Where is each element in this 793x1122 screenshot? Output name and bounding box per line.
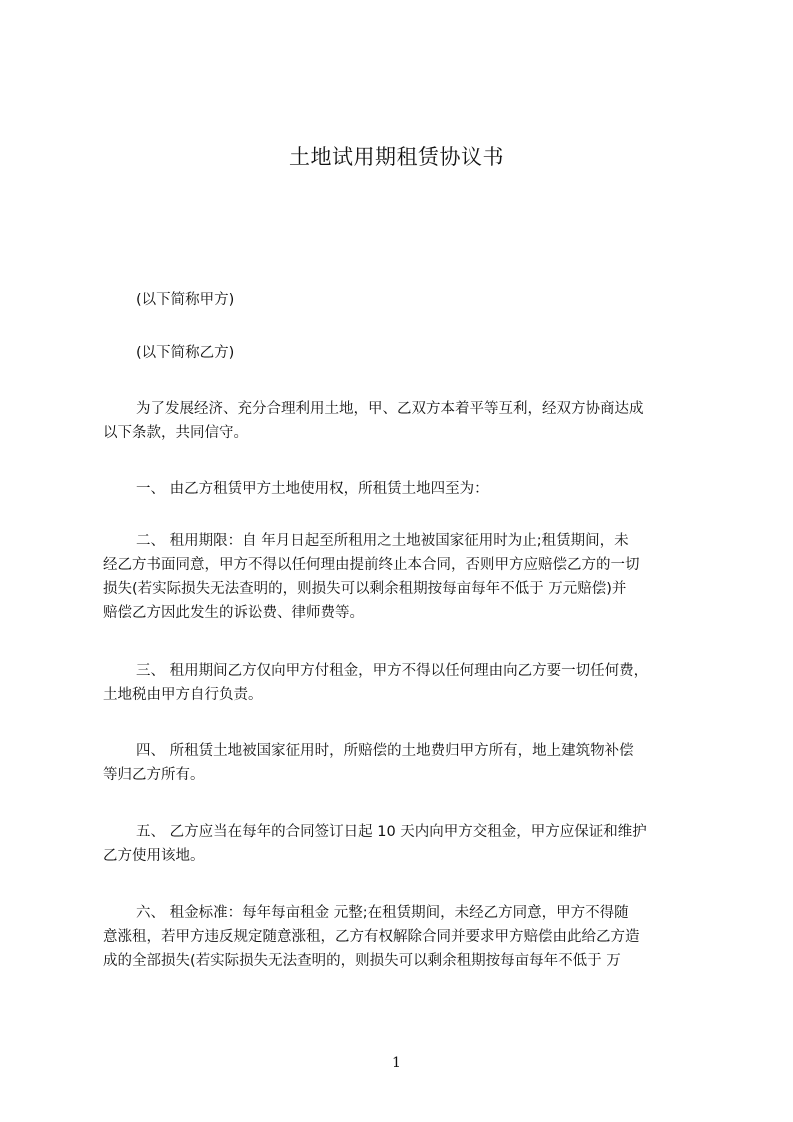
page-number: 1 [392, 1055, 401, 1071]
clause-line: 意涨租，若甲方违反规定随意涨租，乙方有权解除合同并要求甲方赔偿由此给乙方造 [103, 929, 640, 945]
clause-line: 六、 租金标准：每年每亩租金 元整;在租赁期间，未经乙方同意，甲方不得随 [136, 905, 629, 921]
clause-line: 四、 所租赁土地被国家征用时，所赔偿的土地费归甲方所有，地上建筑物补偿 [136, 743, 634, 759]
clause-6-paragraph [103, 901, 699, 973]
clause-line: 乙方使用该地。 [103, 848, 205, 864]
clause-line: 等归乙方所有。 [103, 767, 205, 783]
clause-line: 赔偿乙方因此发生的诉讼费、律师费等。 [103, 605, 364, 621]
clause-line: 成的全部损失(若实际损失无法查明的，则损失可以剩余租期按每亩每年不低于 万 [103, 953, 621, 969]
clause-5-paragraph [103, 820, 699, 868]
clause-line: 三、 租用期间乙方仅向甲方付租金，甲方不得以任何理由向乙方要一切任何费， [136, 663, 649, 679]
clause-line: 五、 乙方应当在每年的合同签订日起 10 天内向甲方交租金，甲方应保证和维护 [136, 824, 647, 840]
clause-1-paragraph [103, 477, 699, 501]
clause-3-paragraph [103, 659, 699, 707]
document-title: 土地试用期租赁协议书 [289, 145, 504, 169]
preamble-paragraph [103, 397, 699, 445]
clause-line: 损失(若实际损失无法查明的，则损失可以剩余租期按每亩每年不低于 万元赔偿)并 [103, 581, 627, 597]
clause-line: 二、 租用期限：自 年月日起至所租用之土地被国家征用时为止;租赁期间，未 [136, 533, 629, 549]
clause-4-paragraph [103, 739, 699, 787]
clause-line: 经乙方书面同意，甲方不得以任何理由提前终止本合同，否则甲方应赔偿乙方的一切 [103, 557, 640, 573]
preamble-line: 以下条款，共同信守。 [103, 425, 248, 441]
clause-2-paragraph [103, 529, 699, 625]
party-b-paragraph [103, 341, 699, 365]
preamble-line: 为了发展经济、充分合理利用土地，甲、乙双方本着平等互利，经双方协商达成 [136, 401, 644, 417]
clause-line: 土地税由甲方自行负责。 [103, 687, 263, 703]
clause-line: 一、 由乙方租赁甲方土地使用权，所租赁土地四至为： [136, 481, 489, 497]
party-a-line: (以下简称甲方) [136, 292, 235, 308]
party-b-line: (以下简称乙方) [136, 345, 235, 361]
party-a-paragraph [103, 288, 699, 312]
